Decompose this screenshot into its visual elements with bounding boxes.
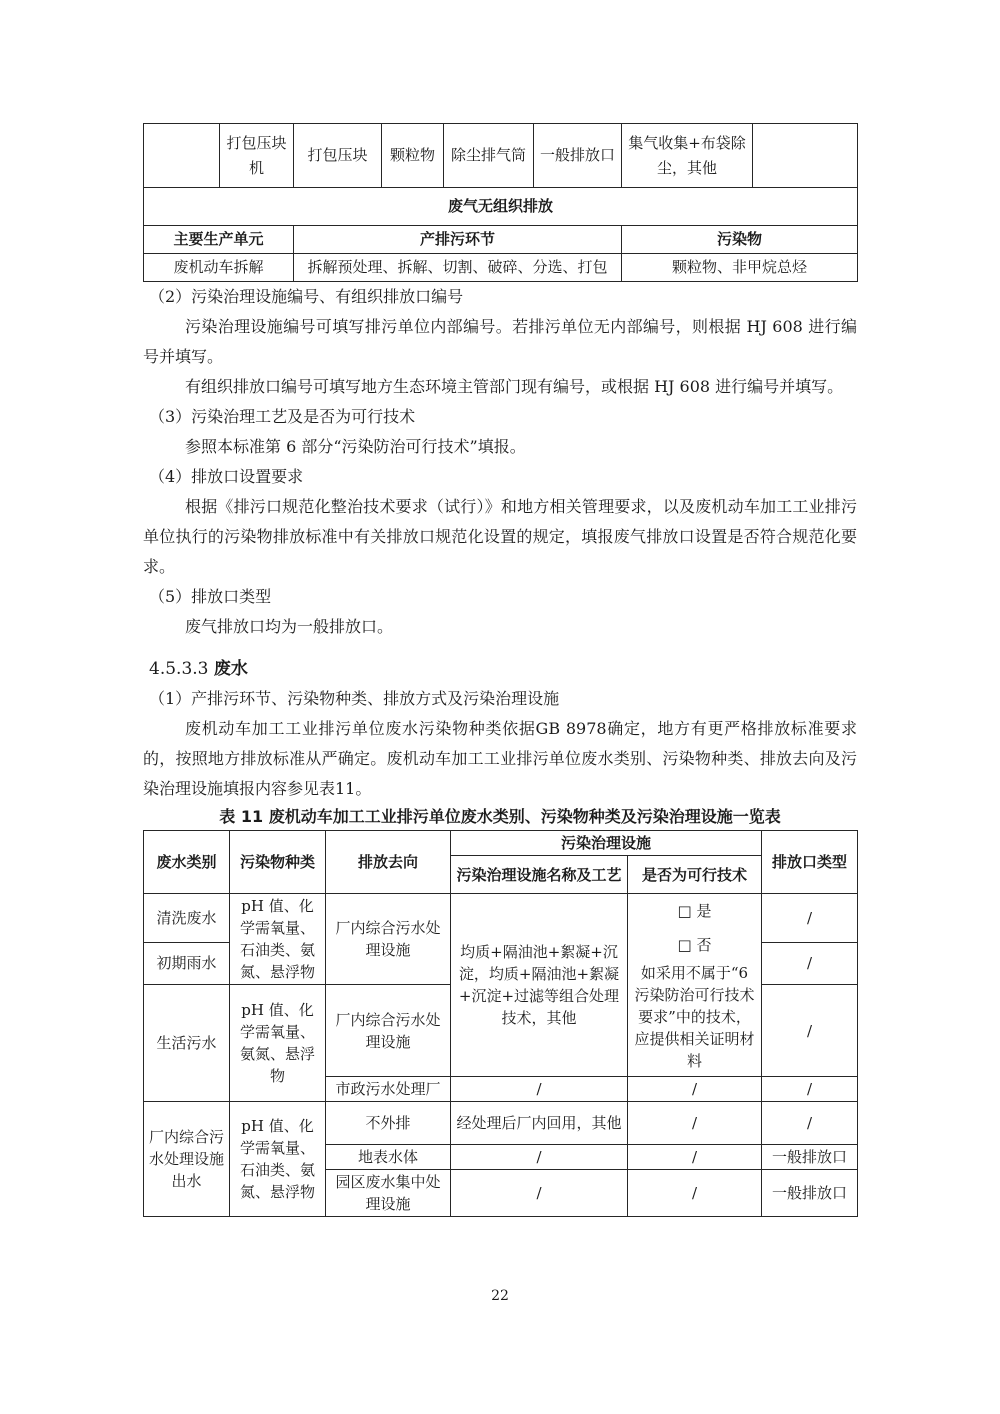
paragraph: 有组织排放口编号可填写地方生态环境主管部门现有编号，或根据 HJ 608 进行编号并填写。	[185, 377, 844, 396]
cell-feasible-tech: /	[628, 1102, 762, 1145]
table-cell: 颗粒物、非甲烷总烃	[622, 254, 858, 282]
cell-feasible-tech	[628, 894, 762, 1077]
cell-washing-wastewater: 清洗废水	[144, 894, 230, 943]
column-header-production-unit: 主要生产单元	[144, 226, 294, 254]
empty-cell	[753, 124, 858, 188]
cell-outlet-type: 一般排放口	[762, 1170, 858, 1217]
page-content	[143, 123, 857, 1217]
cell-destination: 厂内综合污水处理设施	[326, 985, 451, 1077]
cell-destination: 厂内综合污水处理设施	[326, 894, 451, 985]
table-cell: 拆解预处理、拆解、切割、破碎、分选、打包	[294, 254, 622, 282]
cell-plant-effluent: 厂内综合污水处理设施出水	[144, 1102, 230, 1217]
page-number: 22	[491, 1288, 509, 1304]
header-wastewater-type: 废水类别	[144, 831, 230, 894]
table-cell: 颗粒物	[382, 124, 444, 188]
column-header-discharge-stage: 产排污环节	[294, 226, 622, 254]
cell-outlet-type: /	[762, 894, 858, 943]
cell-outlet-type: /	[762, 1102, 858, 1145]
checkbox-no-option: □ 否	[677, 936, 712, 954]
cell-destination: 市政污水处理厂	[326, 1077, 451, 1102]
header-facility-name-process: 污染治理设施名称及工艺	[451, 856, 628, 894]
item2-title: （2）污染治理设施编号、有组织排放口编号	[149, 287, 464, 306]
item4-title: （4）排放口设置要求	[149, 467, 304, 486]
cell-outlet-type: /	[762, 1077, 858, 1102]
section-title: 废水	[213, 659, 248, 679]
cell-destination: 不外排	[326, 1102, 451, 1145]
checkbox-yes-option: □ 是	[677, 902, 712, 920]
cell-feasible-tech: /	[628, 1170, 762, 1217]
cell-feasible-tech: /	[628, 1077, 762, 1102]
cell-pollutants: pH 值、化学需氧量、氨氮、悬浮物	[230, 985, 326, 1102]
header-pollutant-types: 污染物种类	[230, 831, 326, 894]
header-outlet-type: 排放口类型	[762, 831, 858, 894]
column-header-pollutant: 污染物	[622, 226, 858, 254]
empty-cell	[144, 124, 220, 188]
wastewater-table	[143, 830, 858, 1217]
table11-caption: 表 11 废机动车加工工业排污单位废水类别、污染物种类及污染治理设施一览表	[219, 807, 781, 826]
cell-feasible-tech: /	[628, 1145, 762, 1170]
table-cell: 打包压块	[294, 124, 382, 188]
header-treatment-facility-group: 污染治理设施	[451, 831, 762, 856]
table-cell: 集气收集+布袋除尘，其他	[622, 124, 753, 188]
cell-destination: 园区废水集中处理设施	[326, 1170, 451, 1217]
section-heading-wastewater	[143, 654, 857, 684]
cell-initial-rainwater: 初期雨水	[144, 942, 230, 984]
table-cell: 打包压块机	[220, 124, 294, 188]
waste-gas-table	[143, 123, 858, 282]
item3-title: （3）污染治理工艺及是否为可行技术	[149, 407, 416, 426]
cell-treatment-process: /	[451, 1145, 628, 1170]
paragraph: 废机动车加工工业排污单位废水污染物种类依据GB 8978确定，地方有更严格排放标准要求的，按照地方排放标准从严确定。废机动车加工工业排污单位废水类别、污染物种类、排放去向及污染治理设施填报内容参见表11。	[143, 719, 857, 798]
header-is-feasible-tech: 是否为可行技术	[628, 856, 762, 894]
merged-header-fugitive-emission: 废气无组织排放	[144, 188, 858, 226]
cell-destination: 地表水体	[326, 1145, 451, 1170]
cell-outlet-type: /	[762, 942, 858, 984]
cell-treatment-process: /	[451, 1077, 628, 1102]
cell-domestic-sewage: 生活污水	[144, 985, 230, 1102]
cell-pollutants: pH 值、化学需氧量、石油类、氨氮、悬浮物	[230, 894, 326, 985]
table-cell: 除尘排气筒	[444, 124, 534, 188]
feasible-note: 如采用不属于“6 污染防治可行技术要求”中的技术，应提供相关证明材料	[634, 964, 755, 1070]
cell-outlet-type: 一般排放口	[762, 1145, 858, 1170]
item1-title: （1）产排污环节、污染物种类、排放方式及污染治理设施	[149, 689, 560, 708]
cell-treatment-process: /	[451, 1170, 628, 1217]
cell-treatment-process: 均质+隔油池+絮凝+沉淀，均质+隔油池+絮凝+沉淀+过滤等组合处理技术，其他	[451, 894, 628, 1077]
table-cell: 废机动车拆解	[144, 254, 294, 282]
table-cell: 一般排放口	[534, 124, 622, 188]
header-discharge-destination: 排放去向	[326, 831, 451, 894]
paragraph: 废气排放口均为一般排放口。	[185, 617, 394, 636]
paragraph: 污染治理设施编号可填写排污单位内部编号。若排污单位无内部编号，则根据 HJ 608 进行编号并填写。	[143, 317, 857, 366]
cell-outlet-type: /	[762, 985, 858, 1077]
cell-pollutants: pH 值、化学需氧量、石油类、氨氮、悬浮物	[230, 1102, 326, 1217]
cell-treatment-process: 经处理后厂内回用，其他	[451, 1102, 628, 1145]
paragraph: 参照本标准第 6 部分“污染防治可行技术”填报。	[185, 437, 526, 456]
paragraph: 根据《排污口规范化整治技术要求（试行）》和地方相关管理要求，以及废机动车加工工业排污单位执行的污染物排放标准中有关排放口规范化设置的规定，填报废气排放口设置是否符合规范化要求。	[143, 497, 857, 576]
item5-title: （5）排放口类型	[149, 587, 272, 606]
section-number: 4.5.3.3	[149, 659, 209, 679]
